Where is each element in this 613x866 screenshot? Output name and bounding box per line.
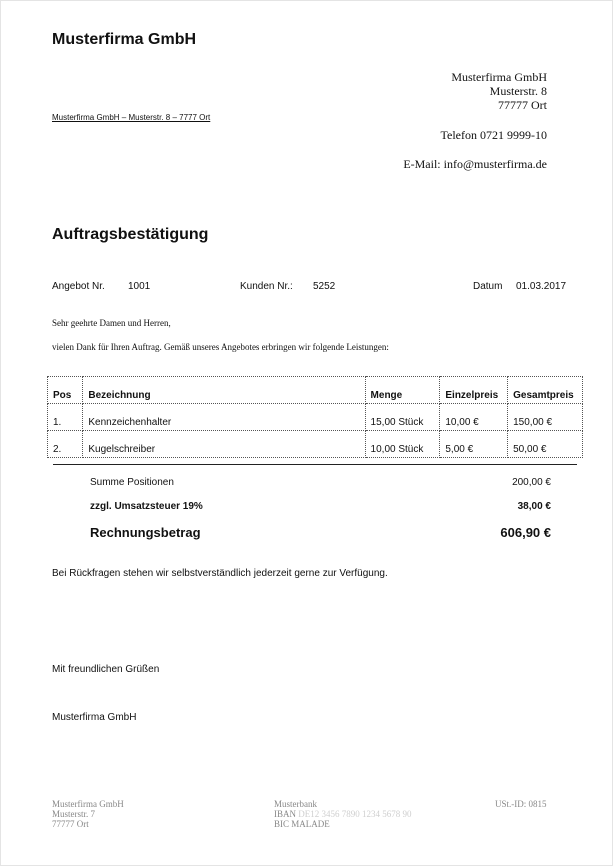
total-label: Rechnungsbetrag xyxy=(90,525,201,540)
date-value: 01.03.2017 xyxy=(516,281,567,292)
totals-divider xyxy=(53,464,577,465)
sender-name: Musterfirma GmbH xyxy=(451,70,547,84)
header-pos: Pos xyxy=(48,377,83,404)
offer-number-value: 1001 xyxy=(128,281,151,292)
footer-company: Musterfirma GmbH xyxy=(52,799,124,809)
footer-tax-id: USt.-ID: 0815 xyxy=(495,799,547,809)
footer-bank-name: Musterbank xyxy=(274,799,317,809)
row-quantity: 15,00 Stück xyxy=(365,404,440,431)
row-description: Kugelschreiber xyxy=(83,431,365,458)
sender-street: Musterstr. 8 xyxy=(489,84,547,98)
sender-address-block xyxy=(451,70,547,112)
footer-bank xyxy=(274,799,412,829)
header-description: Bezeichnung xyxy=(83,377,365,404)
table-row xyxy=(48,404,583,431)
row-total-price: 50,00 € xyxy=(508,431,583,458)
offer-number-label: Angebot Nr. xyxy=(52,281,105,292)
closing-greeting: Mit freundlichen Grüßen xyxy=(52,664,160,675)
footer-address xyxy=(52,799,124,829)
items-table xyxy=(47,376,583,458)
sender-phone: Telefon 0721 9999-10 xyxy=(440,128,547,142)
total-value: 606,90 € xyxy=(500,525,551,540)
subtotal-value: 200,00 € xyxy=(512,477,551,488)
signature-company: Musterfirma GmbH xyxy=(52,712,137,723)
header-unit-price: Einzelpreis xyxy=(440,377,508,404)
table-row xyxy=(48,431,583,458)
followup-text: Bei Rückfragen stehen wir selbstverständlich jederzeit gerne zur Verfügung. xyxy=(52,568,388,579)
footer-iban-value: DE12 3456 7890 1234 5678 90 xyxy=(298,809,412,819)
subtotal-label: Summe Positionen xyxy=(90,477,174,488)
footer-street: Musterstr. 7 xyxy=(52,809,96,819)
footer-iban-line xyxy=(274,809,412,819)
footer-city: 77777 Ort xyxy=(52,819,89,829)
header-total-price: Gesamtpreis xyxy=(508,377,583,404)
row-unit-price: 5,00 € xyxy=(440,431,508,458)
row-description: Kennzeichenhalter xyxy=(83,404,365,431)
table-header-row xyxy=(48,377,583,404)
tax-value: 38,00 € xyxy=(517,501,551,512)
customer-number-value: 5252 xyxy=(313,281,336,292)
footer-bic: BIC MALADE xyxy=(274,819,330,829)
footer-iban-label: IBAN xyxy=(274,809,296,819)
customer-number-label: Kunden Nr.: xyxy=(240,281,293,292)
return-address-line: Musterfirma GmbH – Musterstr. 8 – 7777 Ort xyxy=(52,113,211,122)
row-unit-price: 10,00 € xyxy=(440,404,508,431)
date-label: Datum xyxy=(473,281,503,292)
sender-email: E-Mail: info@musterfirma.de xyxy=(403,157,547,171)
intro-paragraph: vielen Dank für Ihren Auftrag. Gemäß unseres Angebotes erbringen wir folgende Leistungen: xyxy=(52,342,389,352)
company-name-header: Musterfirma GmbH xyxy=(52,31,197,48)
row-total-price: 150,00 € xyxy=(508,404,583,431)
row-pos: 2. xyxy=(48,431,83,458)
sender-city: 77777 Ort xyxy=(498,98,547,112)
header-quantity: Menge xyxy=(365,377,440,404)
row-quantity: 10,00 Stück xyxy=(365,431,440,458)
greeting-line: Sehr geehrte Damen und Herren, xyxy=(52,318,171,328)
tax-label: zzgl. Umsatzsteuer 19% xyxy=(90,501,203,512)
document-title: Auftragsbestätigung xyxy=(52,226,209,243)
row-pos: 1. xyxy=(48,404,83,431)
